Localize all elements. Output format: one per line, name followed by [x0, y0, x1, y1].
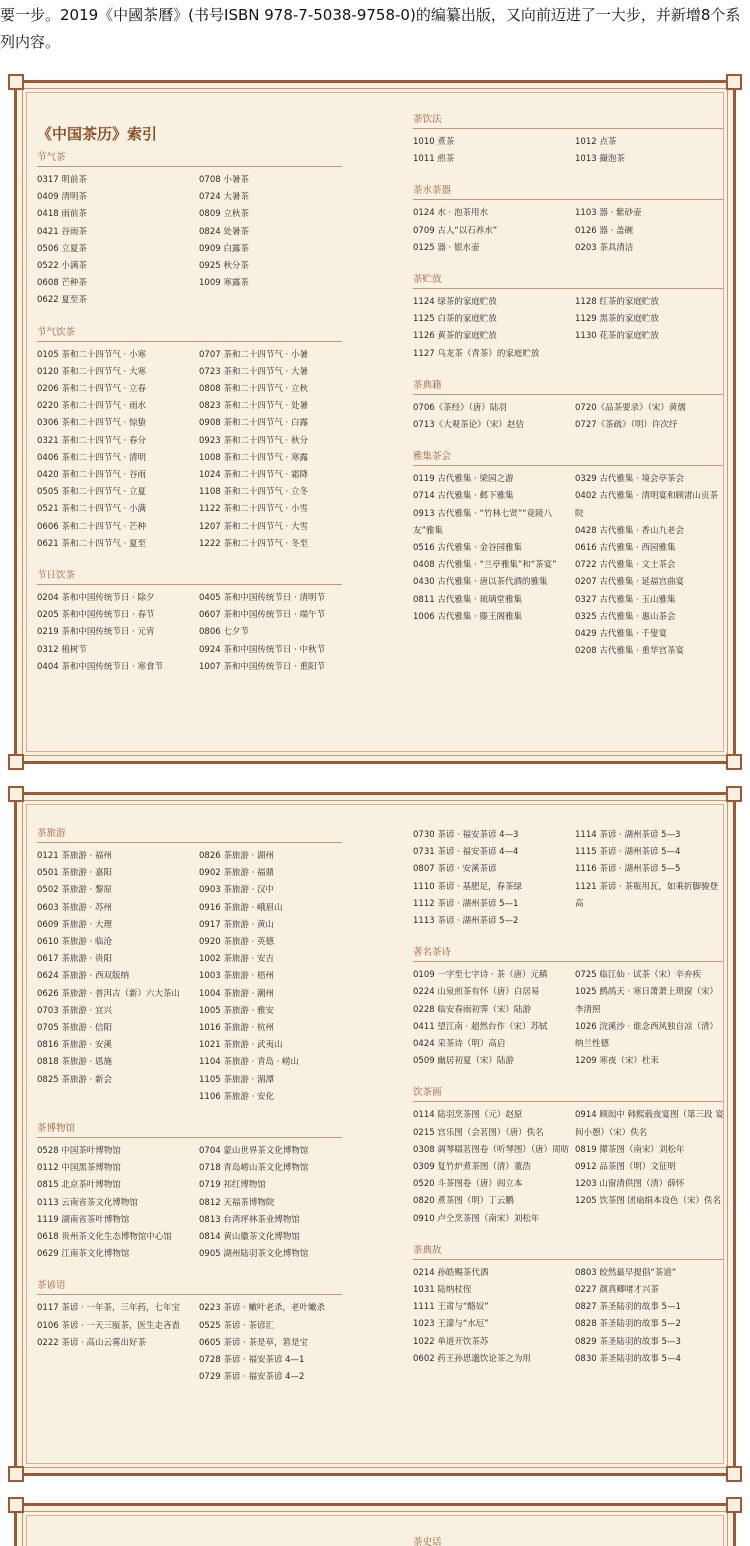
- corner-ornament: [8, 754, 24, 770]
- index-entry: 0119 古代雅集 · 梁园之游: [413, 474, 514, 485]
- index-entry: 0707 茶和二十四节气 · 小暑: [199, 349, 308, 360]
- entry-grid: [37, 1300, 342, 1386]
- index-entry: 0829 茶圣陆羽的故事 5—3: [575, 1336, 681, 1347]
- index-entry: 1106 茶旅游 · 安化: [199, 1091, 274, 1102]
- section-heading: 茶博物馆: [37, 1122, 342, 1138]
- index-entry: 0325 古代雅集 · 惠山茶会: [575, 611, 676, 622]
- index-entry: 1013 撮泡茶: [575, 154, 625, 165]
- index-entry: 0729 茶谚 · 福安茶谚 4—2: [199, 1372, 305, 1383]
- index-entry: 0914 顾闳中 韩熙载夜宴图（第三段 宴间小憩）（宋）佚名: [575, 1110, 724, 1138]
- entry-list: [199, 1300, 339, 1386]
- entry-list: [413, 134, 573, 168]
- section-heading: 茶旅游: [37, 827, 342, 843]
- index-entry: 1021 茶旅游 · 武夷山: [199, 1040, 283, 1051]
- index-section: [413, 450, 723, 660]
- index-entry: 0125 器 · 银水壶: [413, 242, 480, 253]
- entry-grid: [413, 400, 723, 434]
- index-entry: 1010 煮茶: [413, 137, 455, 147]
- index-entry: 0208 古代雅集 · 重华宫茶宴: [575, 646, 684, 657]
- entry-list: [37, 1300, 197, 1386]
- index-entry: 0329 古代雅集 · 境会亭茶会: [575, 474, 684, 485]
- index-entry: 0520 斗茶图卷（唐）阎立本: [413, 1179, 523, 1190]
- index-entry: 0809 立秋茶: [199, 209, 249, 220]
- index-entry: 0728 茶谚 · 福安茶谚 4—1: [199, 1355, 305, 1366]
- index-entry: 0113 云南省茶文化博物馆: [37, 1197, 138, 1208]
- entry-list: [413, 400, 573, 434]
- intro-paragraph: 要一步。2019《中國茶曆》(书号ISBN 978-7-5038-9758-0)的编纂出版，又向前迈进了一大步，并新增8个系列内容。: [0, 6, 741, 51]
- index-entry: 1108 茶和二十四节气 · 立冬: [199, 487, 308, 498]
- entry-list: [413, 827, 573, 930]
- index-entry: 0908 茶和二十四节气 · 白露: [199, 418, 308, 429]
- index-entry: 1222 茶和二十四节气 · 冬至: [199, 538, 308, 549]
- index-entry: 0719 祁红博物馆: [199, 1180, 266, 1191]
- index-entry: 0406 茶和二十四节气 · 清明: [37, 452, 146, 463]
- index-entry: 1031 陆纳杖侄: [413, 1285, 472, 1296]
- index-entry: 0219 茶和中国传统节日 · 元宵: [37, 627, 155, 638]
- index-entry: 0706《茶经》（唐）陆羽: [413, 402, 507, 413]
- index-section: [37, 1279, 342, 1386]
- index-entry: 0624 茶旅游 · 西双版纳: [37, 971, 129, 982]
- index-entry: 0819 撵茶图（南宋）刘松年: [575, 1144, 685, 1155]
- index-entry: 0714 古代雅集 · 邺下雅集: [413, 491, 514, 502]
- index-entry: 0312 植树节: [37, 644, 87, 655]
- index-entry: 0409 清明茶: [37, 192, 87, 203]
- index-entry: 0725 临江仙 · 试茶（宋）辛弃疾: [575, 970, 701, 981]
- index-entry: 0327 古代雅集 · 玉山雅集: [575, 594, 676, 605]
- index-entry: 0509 幽居初夏（宋）陆游: [413, 1056, 514, 1067]
- index-entry: 0203 茶具清洁: [575, 242, 634, 253]
- index-entry: 1022 单道开饮茶苏: [413, 1336, 489, 1347]
- index-entry: 0105 茶和二十四节气 · 小寒: [37, 349, 146, 360]
- entry-grid: [413, 471, 723, 660]
- section-heading: 节日饮茶: [37, 569, 342, 585]
- entry-list: [575, 400, 725, 434]
- index-entry: 1128 红茶的家庭贮放: [575, 297, 659, 308]
- entry-list: [575, 134, 725, 168]
- index-entry: 0910 卢仝烹茶图（南宋）刘松年: [413, 1213, 540, 1224]
- entry-grid: [413, 1265, 723, 1368]
- index-entry: 0812 天福茶博物院: [199, 1197, 275, 1208]
- index-entry: 0814 黄山徽茶文化博物馆: [199, 1232, 300, 1243]
- entry-list: [575, 471, 725, 660]
- index-entry: 0112 中国黑茶博物馆: [37, 1163, 121, 1174]
- index-entry: 0622 夏至茶: [37, 295, 87, 306]
- index-section: [413, 1244, 723, 1368]
- index-entry: 0723 茶和二十四节气 · 大暑: [199, 366, 308, 377]
- index-entry: 0730 茶谚 · 福安茶谚 4—3: [413, 830, 519, 840]
- index-entry: 0905 湖州陆羽茶文化博物馆: [199, 1249, 309, 1260]
- index-entry: 1006 古代雅集 · 滕王阁雅集: [413, 611, 522, 622]
- index-entry: 0306 茶和二十四节气 · 惊蛰: [37, 418, 146, 429]
- index-entry: 1119 湖南省茶叶博物馆: [37, 1214, 130, 1225]
- index-entry: 1007 茶和中国传统节日 · 重阳节: [199, 661, 325, 672]
- index-entry: 0317 明前茶: [37, 175, 87, 185]
- index-entry: 0506 立夏茶: [37, 243, 87, 254]
- index-entry: 0811 古代雅集 · 琉璃堂雅集: [413, 594, 522, 605]
- index-entry: 0404 茶和中国传统节日 · 寒食节: [37, 661, 163, 672]
- section-heading: 节气饮茶: [37, 326, 342, 342]
- index-entry: 1116 茶谚 · 湖州茶谚 5—5: [575, 864, 681, 875]
- index-entry: 1122 茶和二十四节气 · 小雪: [199, 504, 308, 515]
- index-entry: 0521 茶和二十四节气 · 小满: [37, 504, 146, 515]
- index-entry: 1025 鹧鸪天 · 寒日萧萧上琐窗（宋）李清照: [575, 987, 718, 1015]
- index-entry: 1127 乌龙茶（青茶）的家庭贮放: [413, 348, 540, 359]
- index-section: [37, 569, 342, 676]
- index-entry: 0117 茶谚 · 一年茶，三年药，七年宝: [37, 1303, 180, 1314]
- index-entry: 0830 茶圣陆羽的故事 5—4: [575, 1353, 681, 1364]
- index-entry: 1203 山窗清供图（清）薛怀: [575, 1179, 685, 1190]
- entry-list: [575, 967, 725, 1070]
- index-entry: 0227 颜真卿啫才兴茶: [575, 1285, 659, 1296]
- entry-list: [413, 471, 573, 660]
- index-entry: 1009 寒露茶: [199, 278, 249, 289]
- index-entry: 0704 蒙山世界茶文化博物馆: [199, 1146, 309, 1157]
- section-heading: 茶典籍: [413, 379, 723, 395]
- index-entry: 1126 黄茶的家庭贮放: [413, 331, 497, 342]
- entry-grid: [413, 134, 723, 168]
- index-entry: 0703 茶旅游 · 宜兴: [37, 1005, 112, 1016]
- index-section: [37, 1122, 342, 1263]
- entry-list: [37, 1143, 197, 1263]
- corner-ornament: [726, 74, 742, 90]
- index-entry: 0808 茶和二十四节气 · 立秋: [199, 384, 308, 395]
- section-heading: 茶贮放: [413, 273, 723, 289]
- index-entry: 0207 古代雅集 · 延福宫曲宴: [575, 577, 684, 588]
- index-entry: 1110 茶谚 · 基肥足，春茶绿: [413, 881, 522, 892]
- index-section: [37, 326, 342, 553]
- index-entry: 1103 器 · 紫砂壶: [575, 208, 642, 219]
- index-entry: 1115 茶谚 · 湖州茶谚 5—4: [575, 847, 681, 858]
- index-entry: 0206 茶和二十四节气 · 立春: [37, 384, 146, 395]
- entry-list: [575, 1107, 725, 1227]
- index-entry: 0806 七夕节: [199, 627, 249, 638]
- index-entry: 1026 浣溪沙 · 谁念西风独自凉（清）纳兰性德: [575, 1021, 718, 1050]
- index-entry: 0321 茶和二十四节气 · 春分: [37, 435, 146, 446]
- section-heading: 茶饮法: [413, 113, 723, 129]
- section-heading: 茶典故: [413, 1244, 723, 1260]
- index-entry: 0912 品茶图（明）文征明: [575, 1162, 676, 1173]
- index-entry: 1114 茶谚 · 湖州茶谚 5—3: [575, 830, 681, 840]
- corner-ornament: [8, 1497, 24, 1513]
- index-entry: 0430 古代雅集 · 唐以茶代酒的雅集: [413, 577, 548, 588]
- index-entry: 0418 雨前茶: [37, 209, 87, 220]
- section-heading: 著名茶诗: [413, 946, 723, 962]
- section-heading: 茶谚语: [37, 1279, 342, 1295]
- entry-list: [575, 205, 725, 257]
- index-entry: 1121 茶谚 · 茶瓶用瓦，如乘折脚骏登高: [575, 881, 718, 909]
- index-section: [413, 113, 723, 168]
- index-entry: 0909 白露茶: [199, 243, 249, 254]
- index-entry: 0223 茶谚 · 嫩叶老杀，老叶嫩杀: [199, 1303, 325, 1314]
- index-entry: 0114 陆羽烹茶图（元）赵原: [413, 1110, 523, 1121]
- index-entry: 1209 寒夜（宋）杜耒: [575, 1056, 659, 1067]
- index-entry: 1125 白茶的家庭贮放: [413, 314, 497, 325]
- entry-list: [37, 848, 197, 1106]
- index-entry: 1130 花茶的家庭贮放: [575, 331, 659, 342]
- index-section: [413, 946, 723, 1070]
- index-entry: 0424 采茶诗（明）高启: [413, 1039, 506, 1050]
- index-entry: 0815 北京茶叶博物馆: [37, 1180, 121, 1191]
- entry-list: [413, 205, 573, 257]
- section-heading: 茶史话: [413, 1536, 723, 1546]
- index-entry: 0828 茶圣陆羽的故事 5—2: [575, 1319, 681, 1330]
- index-entry: 0720《品茶要录》（宋）黄儒: [575, 402, 686, 413]
- index-entry: 0924 茶和中国传统节日 · 中秋节: [199, 644, 325, 655]
- index-section: [37, 151, 342, 310]
- index-entry: 0705 茶旅游 · 信阳: [37, 1023, 112, 1034]
- index-entry: 0824 处暑茶: [199, 226, 249, 237]
- panel1-left-column: [37, 123, 342, 692]
- index-entry: 1012 点茶: [575, 137, 617, 147]
- index-entry: 1105 茶旅游 · 湄潭: [199, 1074, 274, 1085]
- index-entry: 0823 茶和二十四节气 · 处暑: [199, 401, 308, 412]
- index-entry: 0120 茶和二十四节气 · 大寒: [37, 366, 146, 377]
- index-entry: 1113 茶谚 · 湖州茶谚 5—2: [413, 916, 519, 927]
- index-entry: 0522 小满茶: [37, 261, 87, 272]
- index-entry: 0411 望江南 · 超然台作（宋）苏轼: [413, 1021, 548, 1032]
- panel1-right-column: [413, 113, 723, 676]
- index-entry: 0308 调琴啜茗图卷（听琴图）（唐）周昉: [413, 1144, 570, 1155]
- index-entry: 0205 茶和中国传统节日 · 春节: [37, 610, 155, 621]
- index-entry: 0727《茶疏》（明）许次纾: [575, 420, 678, 431]
- index-entry: 0626 茶旅游 · 普洱古（新）六大茶山: [37, 988, 180, 999]
- index-entry: 0916 茶旅游 · 峨眉山: [199, 902, 283, 913]
- index-entry: 0420 茶和二十四节气 · 谷雨: [37, 470, 146, 481]
- index-entry: 0605 茶谚 · 茶是草，箬是宝: [199, 1337, 308, 1348]
- index-entry: 0713《大观茶论》（宋）赵佶: [413, 420, 524, 431]
- index-entry: 0617 茶旅游 · 贵阳: [37, 954, 112, 965]
- entry-list: [413, 967, 573, 1070]
- index-entry: 1011 煎茶: [413, 154, 455, 165]
- index-entry: 0920 茶旅游 · 英德: [199, 937, 274, 948]
- index-entry: 0621 茶和二十四节气 · 夏至: [37, 538, 146, 549]
- entry-grid: [413, 967, 723, 1070]
- index-entry: 1129 黑茶的家庭贮放: [575, 314, 659, 325]
- index-entry: 1004 茶旅游 · 潮州: [199, 988, 274, 999]
- index-entry: 0825 茶旅游 · 新会: [37, 1074, 112, 1085]
- entry-list: [575, 294, 725, 363]
- index-entry: 0731 茶谚 · 福安茶谚 4—4: [413, 847, 519, 858]
- corner-ornament: [726, 1466, 742, 1482]
- index-entry: 1023 王濛与“水厄”: [413, 1319, 489, 1330]
- index-entry: 1024 茶和二十四节气 · 霜降: [199, 470, 308, 481]
- index-entry: 0516 古代雅集 · 金谷园雅集: [413, 543, 522, 554]
- entry-list: [575, 827, 725, 930]
- index-entry: 0603 茶旅游 · 苏州: [37, 902, 112, 913]
- entry-list: [575, 1265, 725, 1368]
- index-title: 《中国茶历》索引: [37, 125, 158, 143]
- entry-grid: [37, 172, 342, 310]
- index-entry: 0204 茶和中国传统节日 · 除夕: [37, 593, 155, 604]
- index-entry: 0502 茶旅游 · 黎原: [37, 885, 112, 896]
- index-entry: 0421 谷雨茶: [37, 226, 87, 237]
- index-entry: 0602 药王孙思邈饮论茶之为用: [413, 1353, 531, 1364]
- index-entry: 0616 古代雅集 · 西园雅集: [575, 543, 676, 554]
- index-entry: 0428 古代雅集 · 香山九老会: [575, 525, 684, 536]
- index-entry: 1111 王肃与“酪奴”: [413, 1302, 489, 1313]
- panel2-right-column: [413, 827, 723, 1384]
- index-entry: 0813 台湾坪林茶业博物馆: [199, 1214, 300, 1225]
- index-entry: 1205 饮茶图 团扇绢本设色（宋）佚名: [575, 1196, 722, 1207]
- entry-list: [199, 1143, 339, 1263]
- index-entry: 0708 小暑茶: [199, 175, 249, 185]
- index-section: [413, 379, 723, 434]
- index-entry: 0402 古代雅集 · 清明宴和顾渚山贡茶院: [575, 491, 718, 519]
- entry-list: [199, 848, 339, 1106]
- index-entry: 0607 茶和中国传统节日 · 端午节: [199, 610, 325, 621]
- index-entry: 0820 煮茶图（明）丁云鹏: [413, 1196, 514, 1207]
- index-entry: 0925 秋分茶: [199, 261, 249, 272]
- index-panel-2: [14, 792, 736, 1476]
- index-entry: 0826 茶旅游 · 湖州: [199, 851, 274, 861]
- index-entry: 0214 孙皓赐茶代酒: [413, 1267, 489, 1278]
- section-heading: 节气茶: [37, 151, 342, 167]
- index-entry: 0501 茶旅游 · 嘉阳: [37, 868, 112, 879]
- index-entry: 0718 青岛崂山茶文化博物馆: [199, 1163, 309, 1174]
- entry-grid: [413, 205, 723, 257]
- index-entry: 0106 茶谚 · 一天三瓯茶，医生走吝啬: [37, 1320, 180, 1331]
- index-entry: 0222 茶谚 · 高山云雾出好茶: [37, 1337, 146, 1348]
- index-section: [413, 1086, 723, 1227]
- index-entry: 0610 茶旅游 · 临沧: [37, 937, 112, 948]
- index-entry: 0724 大暑茶: [199, 192, 249, 203]
- index-entry: 0709 古人“以石养水”: [413, 225, 498, 236]
- index-entry: 0121 茶旅游 · 福州: [37, 851, 112, 861]
- index-entry: 0816 茶旅游 · 安溪: [37, 1040, 112, 1051]
- corner-ornament: [8, 786, 24, 802]
- index-entry: 0528 中国茶叶博物馆: [37, 1146, 121, 1157]
- index-entry: 0525 茶谚 · 茶谚汇: [199, 1320, 274, 1331]
- index-panel-1: [14, 80, 736, 764]
- entry-list: [413, 1107, 573, 1227]
- panel3-right-column: [413, 1536, 723, 1546]
- index-entry: 0803 皎然最早提倡“茶道”: [575, 1267, 677, 1278]
- index-entry: 0505 茶和二十四节气 · 立夏: [37, 487, 146, 498]
- index-entry: 0109 一字至七字诗 · 茶（唐）元稹: [413, 970, 548, 981]
- index-entry: 0917 茶旅游 · 黄山: [199, 919, 274, 930]
- section-heading: 饮茶画: [413, 1086, 723, 1102]
- index-entry: 0609 茶旅游 · 大理: [37, 919, 112, 930]
- index-entry: 0913 古代雅集 · “竹林七贤”“竟陵八友”雅集: [413, 508, 553, 536]
- index-entry: 0902 茶旅游 · 福鼎: [199, 868, 274, 879]
- index-entry: 1016 茶旅游 · 杭州: [199, 1023, 274, 1034]
- entry-grid: [37, 1143, 342, 1263]
- index-entry: 1124 绿茶的家庭贮放: [413, 297, 497, 308]
- index-entry: 0606 茶和二十四节气 · 芒种: [37, 521, 146, 532]
- entry-list: [199, 347, 339, 553]
- index-panel-3: [14, 1503, 736, 1546]
- index-entry: 0220 茶和二十四节气 · 雨水: [37, 401, 146, 412]
- index-entry: 0429 古代雅集 · 千叟宴: [575, 629, 667, 640]
- index-entry: 0923 茶和二十四节气 · 秋分: [199, 435, 308, 446]
- index-entry: 0903 茶旅游 · 汉中: [199, 885, 274, 896]
- index-section: [413, 273, 723, 363]
- index-entry: 0124 水 · 泡茶用水: [413, 208, 488, 219]
- index-entry: 1002 茶旅游 · 安吉: [199, 954, 274, 965]
- entry-grid: [37, 848, 342, 1106]
- corner-ornament: [726, 1497, 742, 1513]
- index-entry: 0827 茶圣陆羽的故事 5—1: [575, 1302, 681, 1313]
- entry-grid: [413, 294, 723, 363]
- entry-list: [199, 590, 339, 676]
- index-entry: 1112 茶谚 · 湖州茶谚 5—1: [413, 898, 519, 909]
- index-entry: 0215 宫乐图（会茗图）（唐）佚名: [413, 1127, 544, 1138]
- index-entry: 0608 芒种茶: [37, 278, 87, 289]
- index-entry: 0722 古代雅集 · 文士茶会: [575, 560, 676, 571]
- entry-list: [413, 1265, 573, 1368]
- entry-list: [37, 172, 197, 310]
- entry-grid: [37, 590, 342, 676]
- index-entry: 1104 茶旅游 · 青岛 · 崂山: [199, 1057, 300, 1068]
- index-entry: 0807 茶谚 · 安溪茶谚: [413, 864, 497, 875]
- index-entry: 0618 贵州茶文化生态博物馆中心馆: [37, 1232, 172, 1243]
- entry-grid: [413, 1107, 723, 1227]
- index-entry: 1207 茶和二十四节气 · 大雪: [199, 521, 308, 532]
- entry-grid: [37, 347, 342, 553]
- corner-ornament: [726, 786, 742, 802]
- entry-list: [37, 590, 197, 676]
- corner-ornament: [726, 754, 742, 770]
- index-section: [37, 827, 342, 1106]
- index-entry: 0818 茶旅游 · 恩施: [37, 1057, 112, 1068]
- corner-ornament: [8, 1466, 24, 1482]
- index-entry: 0405 茶和中国传统节日 · 清明节: [199, 593, 325, 604]
- section-heading: 茶水茶器: [413, 184, 723, 200]
- entry-list: [37, 347, 197, 553]
- index-entry: 0224 山泉煎茶有怀（唐）白居易: [413, 987, 540, 998]
- index-entry: 0228 临安春雨初霁（宋）陆游: [413, 1004, 531, 1015]
- corner-ornament: [8, 74, 24, 90]
- panel2-left-column: [37, 827, 342, 1402]
- index-entry: 0629 江南茶文化博物馆: [37, 1249, 130, 1260]
- index-entry: 0309 复竹炉煮茶图（清）董浩: [413, 1162, 531, 1173]
- entry-grid: [413, 827, 723, 930]
- entry-list: [413, 294, 573, 363]
- index-entry: 0126 器 · 盖碗: [575, 225, 633, 236]
- entry-list: [199, 172, 339, 310]
- index-section: [413, 184, 723, 257]
- index-section: [413, 827, 723, 930]
- index-entry: 1003 茶旅游 · 梧州: [199, 971, 274, 982]
- index-entry: 1005 茶旅游 · 雅安: [199, 1005, 274, 1016]
- section-heading: 雅集茶会: [413, 450, 723, 466]
- index-entry: 1008 茶和二十四节气 · 寒露: [199, 452, 308, 463]
- index-entry: 0408 古代雅集 · “兰亭雅集”和“茶宴”: [413, 560, 557, 571]
